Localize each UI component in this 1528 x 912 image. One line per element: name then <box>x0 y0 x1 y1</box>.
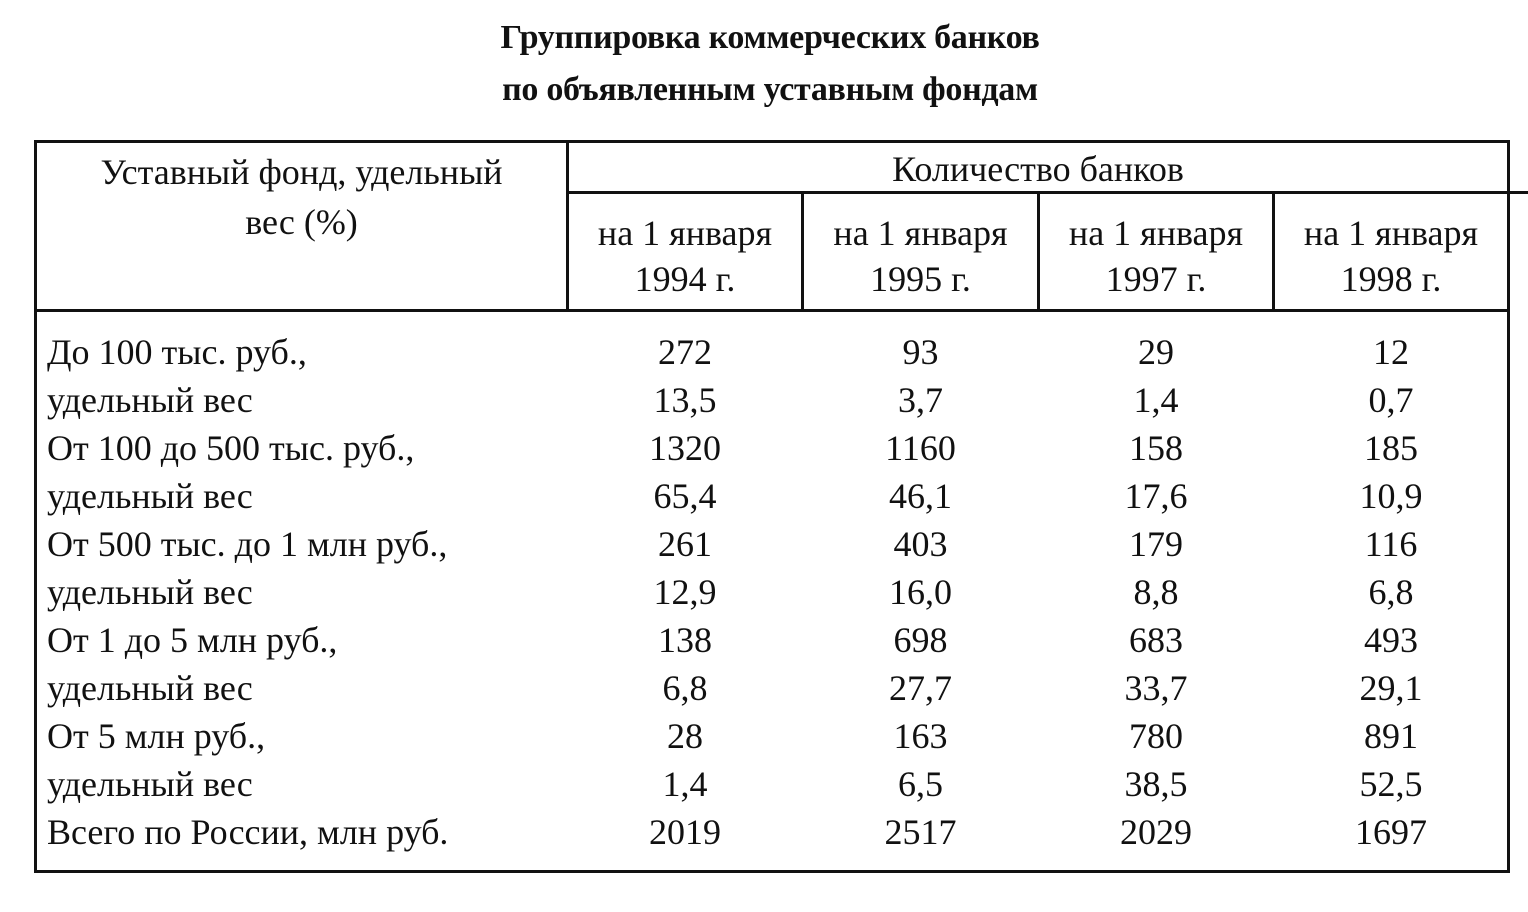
row-label: От 5 млн руб., <box>47 716 266 756</box>
row-value-1998: 12 <box>1373 332 1409 372</box>
row-value-1998: 10,9 <box>1359 476 1423 516</box>
column-header-1994-line-2: 1994 г. <box>634 259 736 299</box>
table-title-line-1: Группировка коммерческих банков <box>500 19 1040 56</box>
row-value-1994: 138 <box>658 620 712 660</box>
column-header-1994-line-1: на 1 января <box>597 213 773 253</box>
row-value-1997: 33,7 <box>1124 668 1188 708</box>
row-value-1995: 16,0 <box>889 572 952 612</box>
row-value-1994: 272 <box>658 332 712 372</box>
row-value-1995: 163 <box>893 716 948 756</box>
row-value-1998: 493 <box>1364 620 1418 660</box>
statistics-table <box>34 140 1510 873</box>
row-value-1998: 6,8 <box>1368 572 1414 612</box>
total-value-1994: 2019 <box>649 812 721 852</box>
row-value-1994: 28 <box>667 716 703 756</box>
row-value-1995: 93 <box>902 332 939 372</box>
column-header-1997-line-2: 1997 г. <box>1105 259 1207 299</box>
column-header-1995-line-2: 1995 г. <box>870 259 971 299</box>
row-value-1994: 1320 <box>649 428 721 468</box>
row-label: удельный вес <box>47 476 253 516</box>
row-value-1995: 698 <box>893 620 948 660</box>
row-value-1994: 65,4 <box>653 476 717 516</box>
row-value-1998: 185 <box>1364 428 1418 468</box>
row-value-1994: 1,4 <box>662 764 708 804</box>
row-value-1997: 683 <box>1129 620 1183 660</box>
row-value-1997: 8,8 <box>1133 572 1179 612</box>
row-label: От 500 тыс. до 1 млн руб., <box>47 524 448 564</box>
column-header-1997-line-1: на 1 января <box>1068 213 1244 253</box>
row-value-1995: 6,5 <box>898 764 943 804</box>
row-value-1997: 38,5 <box>1124 764 1188 804</box>
row-value-1995: 3,7 <box>898 380 943 420</box>
total-value-1997: 2029 <box>1120 812 1192 852</box>
row-value-1994: 12,9 <box>653 572 717 612</box>
total-value-1995: 2517 <box>884 812 957 852</box>
row-label: удельный вес <box>47 668 253 708</box>
row-value-1994: 6,8 <box>662 668 708 708</box>
row-value-1994: 13,5 <box>653 380 717 420</box>
row-value-1995: 46,1 <box>889 476 952 516</box>
group-header: Количество банков <box>892 149 1184 189</box>
column-header-1998-line-2: 1998 г. <box>1340 259 1442 299</box>
row-label: удельный вес <box>47 764 253 804</box>
row-label: От 1 до 5 млн руб., <box>47 620 338 660</box>
row-value-1997: 158 <box>1129 428 1183 468</box>
row-value-1994: 261 <box>658 524 712 564</box>
row-label: удельный вес <box>47 572 253 612</box>
row-label-total: Всего по России, млн руб. <box>47 812 449 852</box>
row-value-1998: 0,7 <box>1368 380 1414 420</box>
row-value-1997: 179 <box>1129 524 1183 564</box>
table-body <box>37 143 1507 870</box>
row-value-1997: 780 <box>1129 716 1183 756</box>
row-value-1995: 1160 <box>885 428 956 468</box>
row-value-1995: 27,7 <box>889 668 952 708</box>
row-value-1998: 891 <box>1364 716 1418 756</box>
column-header-1995-line-1: на 1 января <box>833 213 1008 253</box>
row-value-1997: 29 <box>1138 332 1174 372</box>
row-value-1995: 403 <box>893 524 948 564</box>
row-value-1997: 1,4 <box>1133 380 1179 420</box>
table-title-line-2: по объявленным уставным фондам <box>502 71 1038 108</box>
row-value-1997: 17,6 <box>1124 476 1188 516</box>
stub-header-line-1: Уставный фонд, удельный <box>100 152 503 192</box>
row-label: От 100 до 500 тыс. руб., <box>47 428 415 468</box>
stub-header-line-2: вес (%) <box>245 202 358 242</box>
column-header-1998-line-1: на 1 января <box>1303 213 1479 253</box>
total-value-1998: 1697 <box>1355 812 1427 852</box>
row-value-1998: 29,1 <box>1359 668 1423 708</box>
row-label: До 100 тыс. руб., <box>47 332 307 372</box>
row-value-1998: 116 <box>1364 524 1418 564</box>
row-value-1998: 52,5 <box>1359 764 1423 804</box>
row-label: удельный вес <box>47 380 253 420</box>
